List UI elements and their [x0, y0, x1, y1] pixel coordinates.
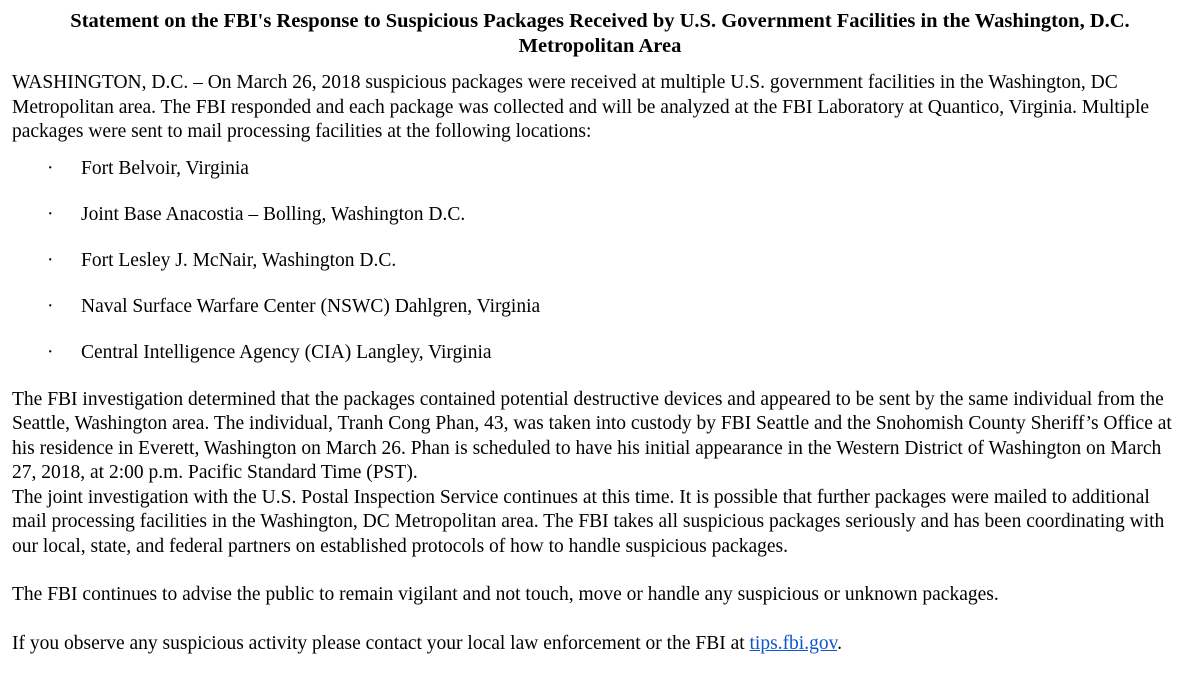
location-item	[12, 295, 1188, 341]
bullet-icon: ·	[47, 341, 54, 363]
location-item	[12, 203, 1188, 249]
location-item	[12, 157, 1188, 203]
joint-investigation-paragraph: The joint investigation with the U.S. Postal Inspection Service continues at this time. It is possible that further packages were mailed to additional mail processing facilities in the Washington, DC Metropolitan area. The FBI takes all suspicious packages seriously and has been coordinating with our local, state, and federal partners on established protocols of how to handle suspicious packages.	[12, 486, 1165, 557]
location-item	[12, 341, 1188, 387]
location-text: Joint Base Anacostia – Bolling, Washington D.C.	[81, 203, 466, 225]
location-text: Naval Surface Warfare Center (NSWC) Dahlgren, Virginia	[81, 295, 541, 317]
location-text: Fort Lesley J. McNair, Washington D.C.	[81, 249, 397, 271]
statement-page	[0, 9, 1200, 695]
tips-link[interactable]: tips.fbi.gov	[749, 632, 838, 654]
locations-list	[12, 157, 1188, 387]
statement-title: Statement on the FBI's Response to Suspicious Packages Received by U.S. Government Facilities in the Washington, D.C. Metropolitan Area	[70, 10, 1130, 57]
advisory-paragraph: The FBI continues to advise the public to remain vigilant and not touch, move or handle any suspicious or unknown packages.	[12, 584, 999, 605]
contact-prefix: If you observe any suspicious activity please contact your local law enforcement or the FBI at	[12, 632, 750, 654]
bullet-icon: ·	[47, 249, 54, 271]
bullet-icon: ·	[47, 203, 54, 225]
intro-paragraph: WASHINGTON, D.C. – On March 26, 2018 suspicious packages were received at multiple U.S. government facilities in the Washington, DC Metropolitan area. The FBI responded and each package was collected and will be analyzed at the FBI Laboratory at Quantico, Virginia. Multiple packages were sent to mail processing facilities at the following locations:	[12, 72, 1150, 142]
location-item	[12, 249, 1188, 295]
location-text: Fort Belvoir, Virginia	[81, 157, 249, 179]
bullet-icon: ·	[47, 157, 54, 179]
contact-suffix: .	[837, 632, 842, 654]
location-text: Central Intelligence Agency (CIA) Langley, Virginia	[81, 341, 492, 363]
investigation-paragraph: The FBI investigation determined that the packages contained potential destructive devices and appeared to be sent by the same individual from the Seattle, Washington area. The individual, Tranh Cong Phan, 43, was taken into custody by FBI Seattle and the Snohomish County Sheriff’s Office at his residence in Everett, Washington on March 26. Phan is scheduled to have his initial appearance in the Western District of Washington on March 27, 2018, at 2:00 p.m. Pacific Standard Time (PST).	[12, 388, 1172, 483]
bullet-icon: ·	[47, 295, 54, 317]
contact-paragraph	[12, 632, 1188, 657]
